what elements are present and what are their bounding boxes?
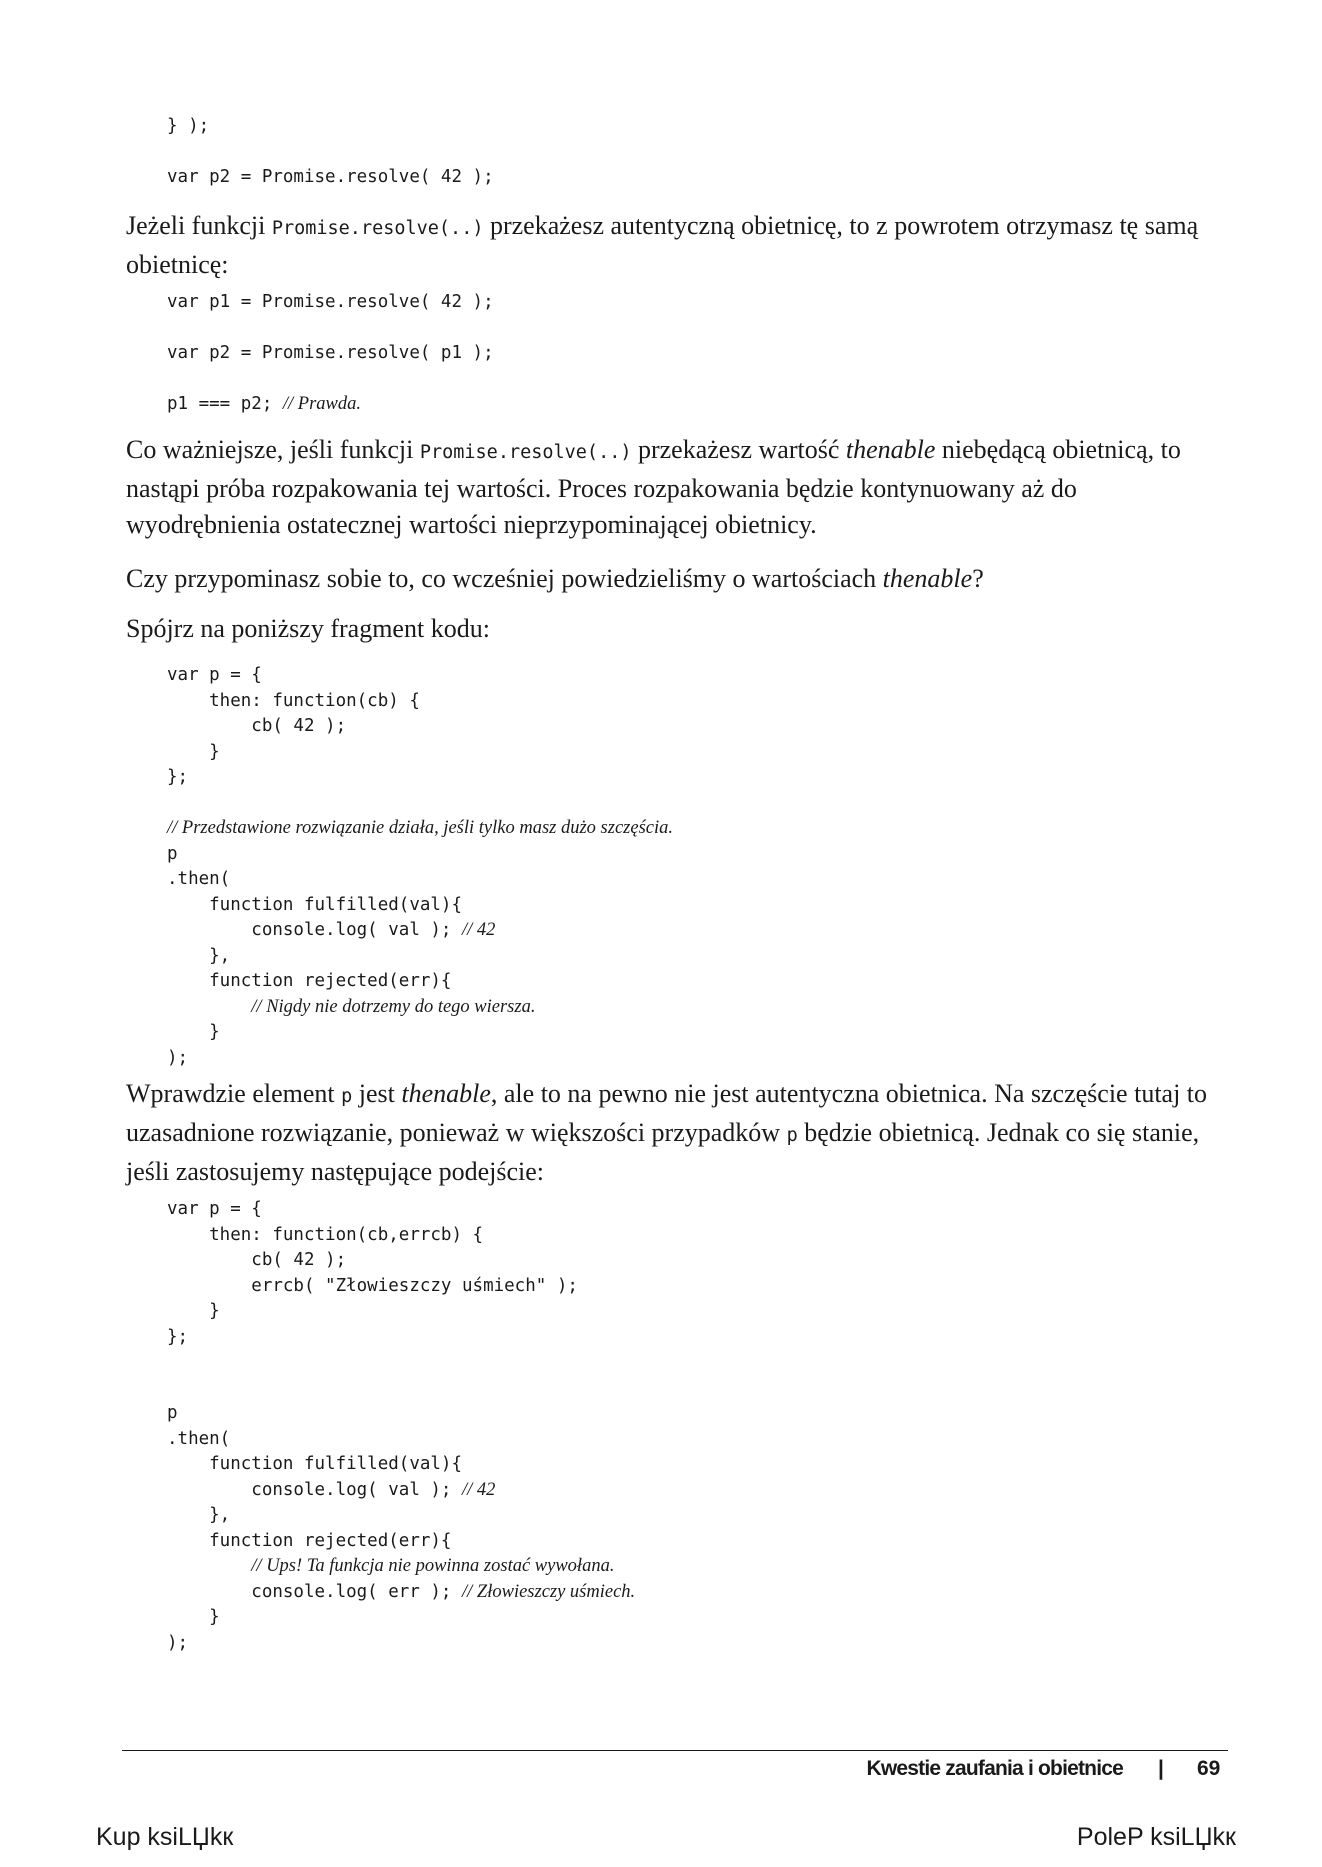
code-indent bbox=[167, 997, 251, 1017]
footer-separator: | bbox=[1158, 1757, 1164, 1780]
code-line: function rejected(err){ bbox=[167, 1530, 452, 1551]
text: Co ważniejsze, jeśli funkcji bbox=[126, 435, 420, 464]
code-line: .then( bbox=[167, 869, 231, 889]
code-block-4 bbox=[167, 1197, 635, 1656]
code-comment: // Przedstawione rozwiązanie działa, jeśli tylko masz dużo szczęścia. bbox=[167, 818, 674, 838]
code-line: }, bbox=[167, 945, 231, 966]
text: niebędącą obietnicą, to nastąpi próba rozpakowania tej wartości. Proces rozpakowania będzie kontynuowany aż do wyodrębnienia ostatecznej wartości nieprzypominającej obietnicy. bbox=[126, 435, 1181, 539]
code-line: console.log( err ); bbox=[167, 1581, 463, 1602]
inline-code: p bbox=[341, 1086, 353, 1107]
code-line: cb( 42 ); bbox=[167, 716, 347, 736]
emphasis: thenable bbox=[401, 1079, 491, 1108]
code-line: function fulfilled(val){ bbox=[167, 894, 463, 915]
inline-code: Promise.resolve(..) bbox=[271, 218, 484, 239]
code-line: function fulfilled(val){ bbox=[167, 1454, 463, 1474]
text: przekażesz autentyczną obietnicę, to z powrotem otrzymasz tę samą obietnicę: bbox=[126, 211, 1199, 279]
code-comment: // Nigdy nie dotrzemy do tego wiersza. bbox=[251, 996, 536, 1017]
text: będzie obietnicą. Jednak co się stanie, jeśli zastosujemy następujące podejście: bbox=[126, 1118, 1200, 1186]
code-line: ); bbox=[167, 1632, 189, 1653]
code-line: p bbox=[167, 1403, 178, 1423]
code-indent bbox=[167, 1556, 251, 1576]
code-line: ); bbox=[167, 1047, 189, 1068]
code-comment: // 42 bbox=[462, 1479, 496, 1500]
text: ? bbox=[972, 564, 984, 593]
text: Czy przypominasz sobie to, co wcześniej powiedzieliśmy o wartościach bbox=[126, 564, 883, 593]
recommend-book-link[interactable]: PoleP ksiLЏkк bbox=[1076, 1823, 1236, 1851]
code-line: var p = { bbox=[167, 665, 262, 685]
paragraph-3 bbox=[126, 561, 1224, 597]
footer-divider bbox=[122, 1750, 1228, 1751]
paragraph-5 bbox=[126, 1076, 1224, 1190]
code-line: }; bbox=[167, 1326, 189, 1347]
emphasis: thenable bbox=[882, 564, 973, 593]
code-line: cb( 42 ); bbox=[167, 1250, 347, 1270]
code-line: } bbox=[167, 1022, 220, 1042]
text: , ale to na pewno nie jest autentyczna obietnica. Na szczęście tutaj to uzasadnione rozwiązanie, ponieważ w większości przypadków bbox=[126, 1079, 1208, 1147]
code-line: console.log( val ); bbox=[167, 1479, 463, 1500]
code-line: } bbox=[167, 1607, 220, 1627]
code-text: var p1 = Promise.resolve( 42 ); var p2 = Promise.resolve( p1 ); p1 === p2; bbox=[167, 292, 494, 414]
code-line: then: function(cb,errcb) { bbox=[167, 1224, 484, 1245]
code-line: errcb( "Złowieszczy uśmiech" ); bbox=[167, 1275, 578, 1296]
code-line: p bbox=[167, 843, 178, 864]
code-line: } bbox=[167, 1301, 220, 1321]
code-line: } bbox=[167, 741, 220, 762]
code-line: .then( bbox=[167, 1428, 231, 1449]
code-comment: // Prawda. bbox=[282, 394, 362, 414]
code-comment: // Ups! Ta funkcja nie powinna zostać wywołana. bbox=[251, 1556, 615, 1576]
paragraph-1 bbox=[126, 208, 1224, 283]
text: Jeżeli funkcji bbox=[126, 211, 272, 240]
code-line: then: function(cb) { bbox=[167, 690, 420, 711]
footer-chapter-title: Kwestie zaufania i obietnice bbox=[866, 1757, 1123, 1780]
text: Wprawdzie element bbox=[126, 1079, 342, 1108]
code-line: var p = { bbox=[167, 1199, 262, 1219]
code-block-3 bbox=[167, 663, 673, 1071]
inline-code: Promise.resolve(..) bbox=[419, 442, 632, 463]
code-line: }, bbox=[167, 1505, 231, 1525]
buy-book-link[interactable]: Kup ksiLЏkк bbox=[96, 1823, 234, 1851]
page-number: 69 bbox=[1197, 1757, 1221, 1780]
paragraph-4: Spójrz na poniższy fragment kodu: bbox=[126, 614, 490, 643]
code-comment: // Złowieszczy uśmiech. bbox=[462, 1581, 636, 1602]
code-line: }; bbox=[167, 767, 189, 787]
inline-code: p bbox=[786, 1125, 798, 1146]
code-block-2 bbox=[167, 290, 494, 418]
code-line: console.log( val ); bbox=[167, 920, 463, 940]
code-line: function rejected(err){ bbox=[167, 971, 452, 991]
code-block-1: } ); var p2 = Promise.resolve( 42 ); bbox=[167, 116, 494, 187]
text: jest bbox=[352, 1079, 402, 1108]
text: przekażesz wartość bbox=[631, 435, 846, 464]
paragraph-2 bbox=[126, 432, 1224, 543]
emphasis: thenable bbox=[845, 435, 936, 464]
code-comment: // 42 bbox=[462, 920, 496, 940]
